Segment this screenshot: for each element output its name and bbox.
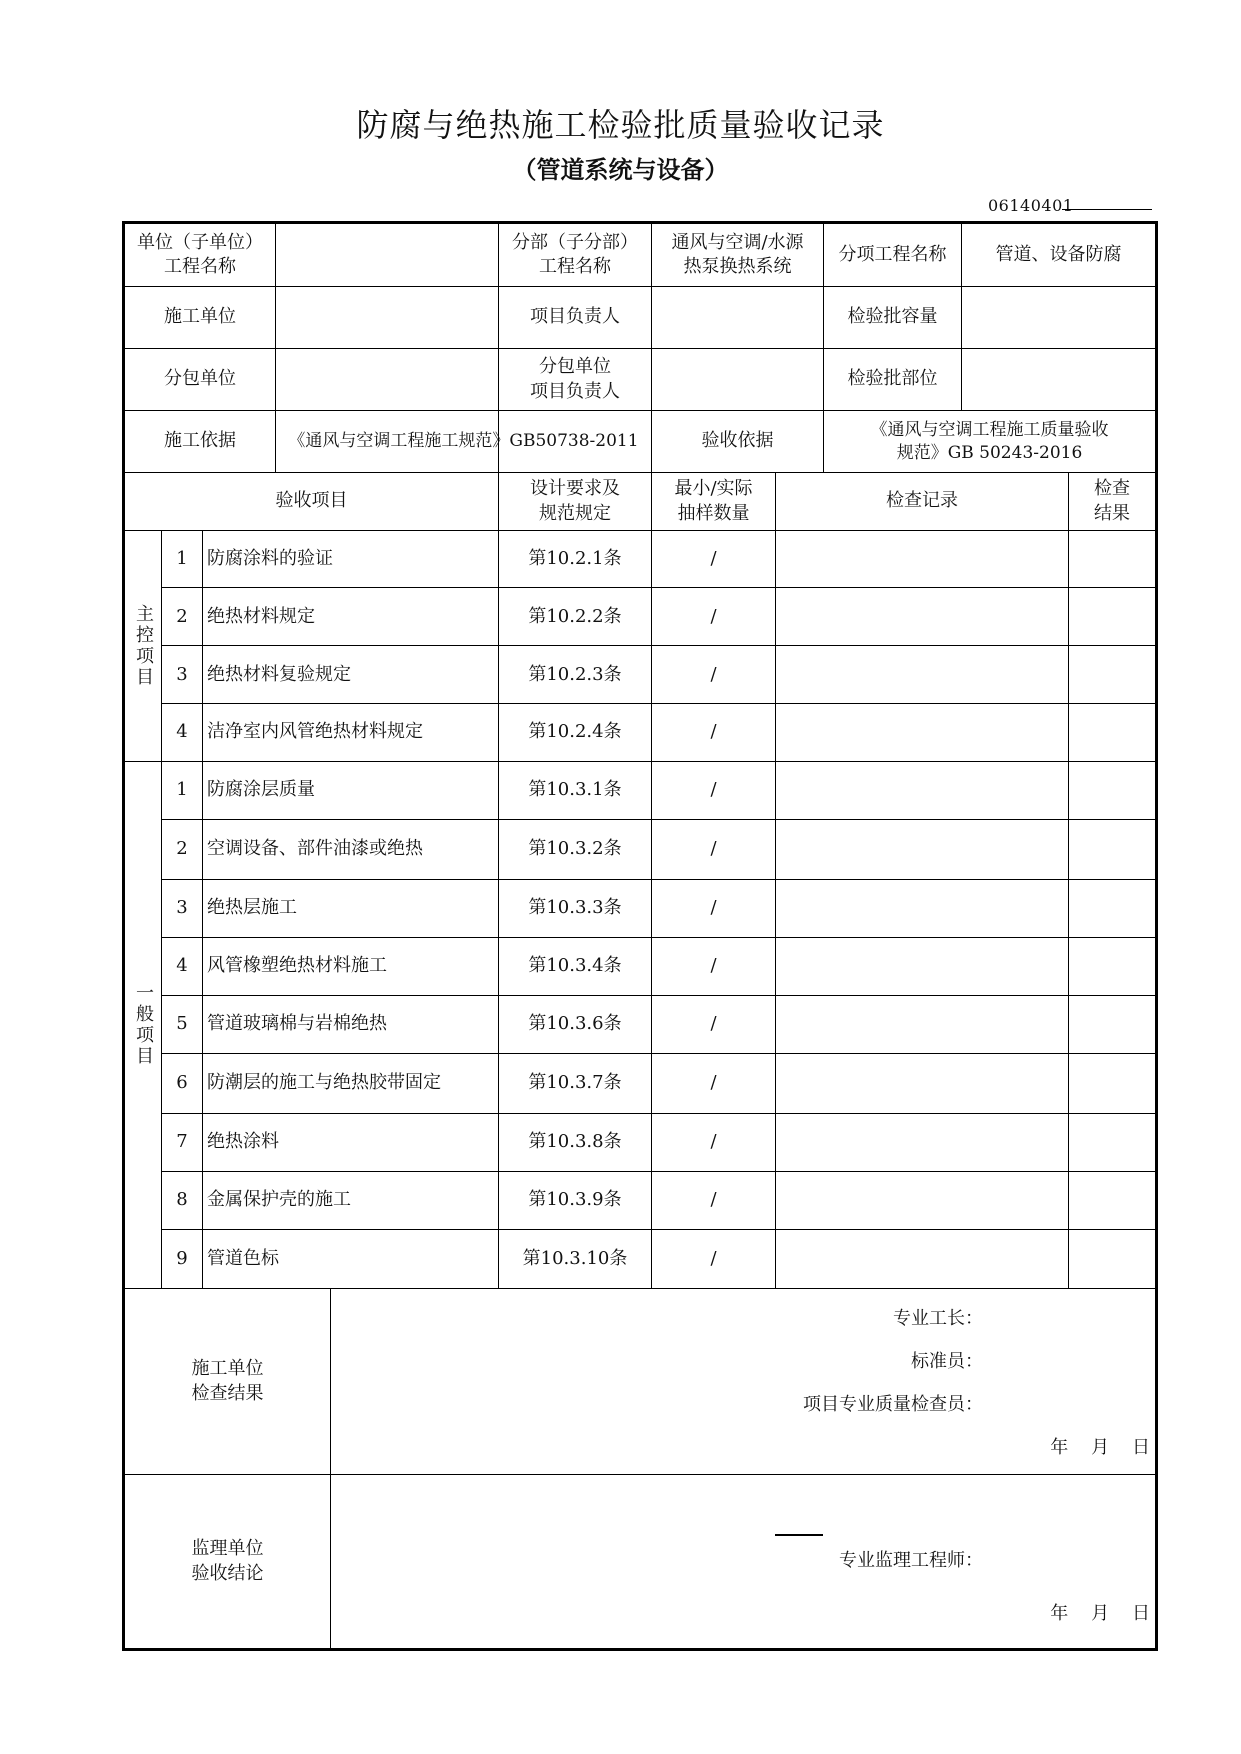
table-row [0,820,1241,879]
row-number: 3 [176,663,188,685]
general-group-label: 一般项目 [133,983,154,1067]
row-item-name: 防潮层的施工与绝热胶带固定 [207,1072,441,1094]
table-row [0,762,1241,819]
row-item-name: 绝热材料复验规定 [207,663,351,685]
subitem-name-field[interactable]: 管道、设备防腐 [995,243,1122,265]
col-header-item: 验收项目 [275,490,348,512]
row-sample: / [710,1131,717,1153]
subcontractor-field[interactable] [276,349,498,410]
row-clause: 第10.2.4条 [528,721,622,743]
table-row [0,1054,1241,1113]
col-header-sample: 最小/实际 抽样数量 [674,478,753,524]
row-record-field[interactable] [776,938,1068,995]
row-number: 2 [176,605,188,627]
document-subtitle: （管道系统与设备） [512,156,729,184]
row-number: 4 [176,955,188,977]
col-header-result: 检查 结果 [1094,478,1130,524]
row-result-field[interactable] [1069,762,1155,819]
foreman-signature-label: 专业工长： [893,1307,983,1329]
table-row [0,1114,1241,1171]
batch-location-label: 检验批部位 [847,368,938,390]
row-sample: / [710,955,717,977]
project-manager-field[interactable] [652,287,823,348]
row-record-field[interactable] [776,646,1068,704]
row-result-field[interactable] [1069,996,1155,1053]
row-record-field[interactable] [776,762,1068,819]
supervisor-check-label: 监理单位 验收结论 [191,1538,264,1584]
project-manager-label: 项目负责人 [530,306,620,328]
subcontractor-label: 分包单位 [164,368,236,390]
row-result-field[interactable] [1069,646,1155,704]
row-sample: / [710,1247,717,1269]
row-clause: 第10.3.3条 [528,897,622,919]
row-item-name: 风管橡塑绝热材料施工 [207,955,387,977]
col-header-requirement: 设计要求及 规范规定 [530,478,620,524]
row-sample: / [710,1072,717,1094]
row-clause: 第10.3.10条 [522,1247,628,1269]
unit-name-field[interactable] [276,224,498,286]
row-item-name: 防腐涂料的验证 [207,548,333,570]
row-item-name: 管道色标 [207,1247,279,1269]
table-row [0,588,1241,646]
supervisor-date: 年 月 日 [1050,1602,1150,1624]
row-record-field[interactable] [776,1230,1068,1288]
row-record-field[interactable] [776,704,1068,761]
row-sample: / [710,548,717,570]
subitem-name-label: 分项工程名称 [838,243,947,265]
row-sample: / [710,1189,717,1211]
unit-name-label: 单位（子单位） 工程名称 [137,231,263,277]
row-number: 9 [176,1247,188,1269]
construction-basis-label: 施工依据 [164,430,236,452]
sub-project-manager-label: 分包单位 项目负责人 [530,356,620,402]
row-clause: 第10.2.2条 [528,605,622,627]
batch-capacity-field[interactable] [962,287,1155,348]
row-number: 1 [176,779,188,801]
row-sample: / [710,721,717,743]
row-number: 6 [176,1072,188,1094]
table-row [0,531,1241,588]
row-sample: / [710,838,717,860]
division-name-label: 分部（子分部） 工程名称 [512,231,638,277]
row-result-field[interactable] [1069,938,1155,995]
batch-capacity-label: 检验批容量 [847,306,938,328]
row-result-field[interactable] [1069,880,1155,937]
doc-number-underline [1062,209,1152,210]
row-record-field[interactable] [776,1114,1068,1171]
row-item-name: 防腐涂层质量 [207,779,315,801]
table-row [0,1230,1241,1288]
row-result-field[interactable] [1069,1230,1155,1288]
row-sample: / [710,897,717,919]
row-clause: 第10.3.4条 [528,955,622,977]
row-clause: 第10.2.3条 [528,663,622,685]
row-clause: 第10.3.6条 [528,1013,622,1035]
row-clause: 第10.3.1条 [528,779,622,801]
table-row [0,1172,1241,1229]
contractor-field[interactable] [276,287,498,348]
col-header-record: 检查记录 [886,490,958,512]
row-record-field[interactable] [776,531,1068,588]
standard-officer-signature-label: 标准员： [911,1350,983,1372]
row-item-name: 绝热材料规定 [207,605,315,627]
row-record-field[interactable] [776,1054,1068,1113]
division-name-field[interactable]: 通风与空调/水源 热泵换热系统 [671,231,804,277]
row-number: 1 [176,548,188,570]
row-clause: 第10.3.9条 [528,1189,622,1211]
row-item-name: 金属保护壳的施工 [207,1189,351,1211]
row-result-field[interactable] [1069,1114,1155,1171]
batch-location-field[interactable] [962,349,1155,410]
row-result-field[interactable] [1069,704,1155,761]
row-number: 8 [176,1189,188,1211]
row-clause: 第10.2.1条 [528,548,622,570]
table-row [0,704,1241,761]
row-sample: / [710,663,717,685]
document-title: 防腐与绝热施工检验批质量验收记录 [356,106,885,144]
row-result-field[interactable] [1069,1172,1155,1229]
main-control-group-label: 主控项目 [133,604,154,688]
table-row [0,646,1241,704]
row-record-field[interactable] [776,820,1068,879]
row-record-field[interactable] [776,588,1068,646]
acceptance-basis-label: 验收依据 [701,430,774,452]
row-number: 2 [176,838,188,860]
row-sample: / [710,605,717,627]
table-row [0,880,1241,937]
row-number: 4 [176,721,188,743]
row-item-name: 管道玻璃棉与岩棉绝热 [207,1013,387,1035]
row-record-field[interactable] [776,996,1068,1053]
acceptance-basis-value: 《通风与空调工程施工质量验收 规范》GB 50243-2016 [870,419,1109,463]
row-clause: 第10.3.8条 [528,1131,622,1153]
supervising-engineer-signature-label: 专业监理工程师： [839,1549,983,1571]
row-number: 7 [176,1131,188,1153]
contractor-label: 施工单位 [164,306,236,328]
row-number: 3 [176,897,188,919]
construction-basis-value: 《通风与空调工程施工规范》GB50738-2011 [288,431,639,452]
row-sample: / [710,1013,717,1035]
row-result-field[interactable] [1069,820,1155,879]
row-clause: 第10.3.7条 [528,1072,622,1094]
doc-number: 06140401 [988,196,1074,215]
row-number: 5 [176,1013,188,1035]
row-result-field[interactable] [1069,588,1155,646]
row-sample: / [710,779,717,801]
row-record-field[interactable] [776,880,1068,937]
row-item-name: 洁净室内风管绝热材料规定 [207,721,423,743]
sub-project-manager-field[interactable] [652,349,823,410]
row-clause: 第10.3.2条 [528,838,622,860]
table-row [0,996,1241,1053]
row-record-field[interactable] [776,1172,1068,1229]
row-item-name: 空调设备、部件油漆或绝热 [207,838,423,860]
contractor-check-label: 施工单位 检查结果 [191,1358,264,1404]
qc-inspector-signature-label: 项目专业质量检查员： [803,1393,983,1415]
table-row [0,938,1241,995]
row-item-name: 绝热涂料 [207,1131,279,1153]
contractor-date: 年 月 日 [1050,1436,1150,1458]
row-result-field[interactable] [1069,531,1155,588]
row-item-name: 绝热层施工 [207,897,297,919]
row-result-field[interactable] [1069,1054,1155,1113]
